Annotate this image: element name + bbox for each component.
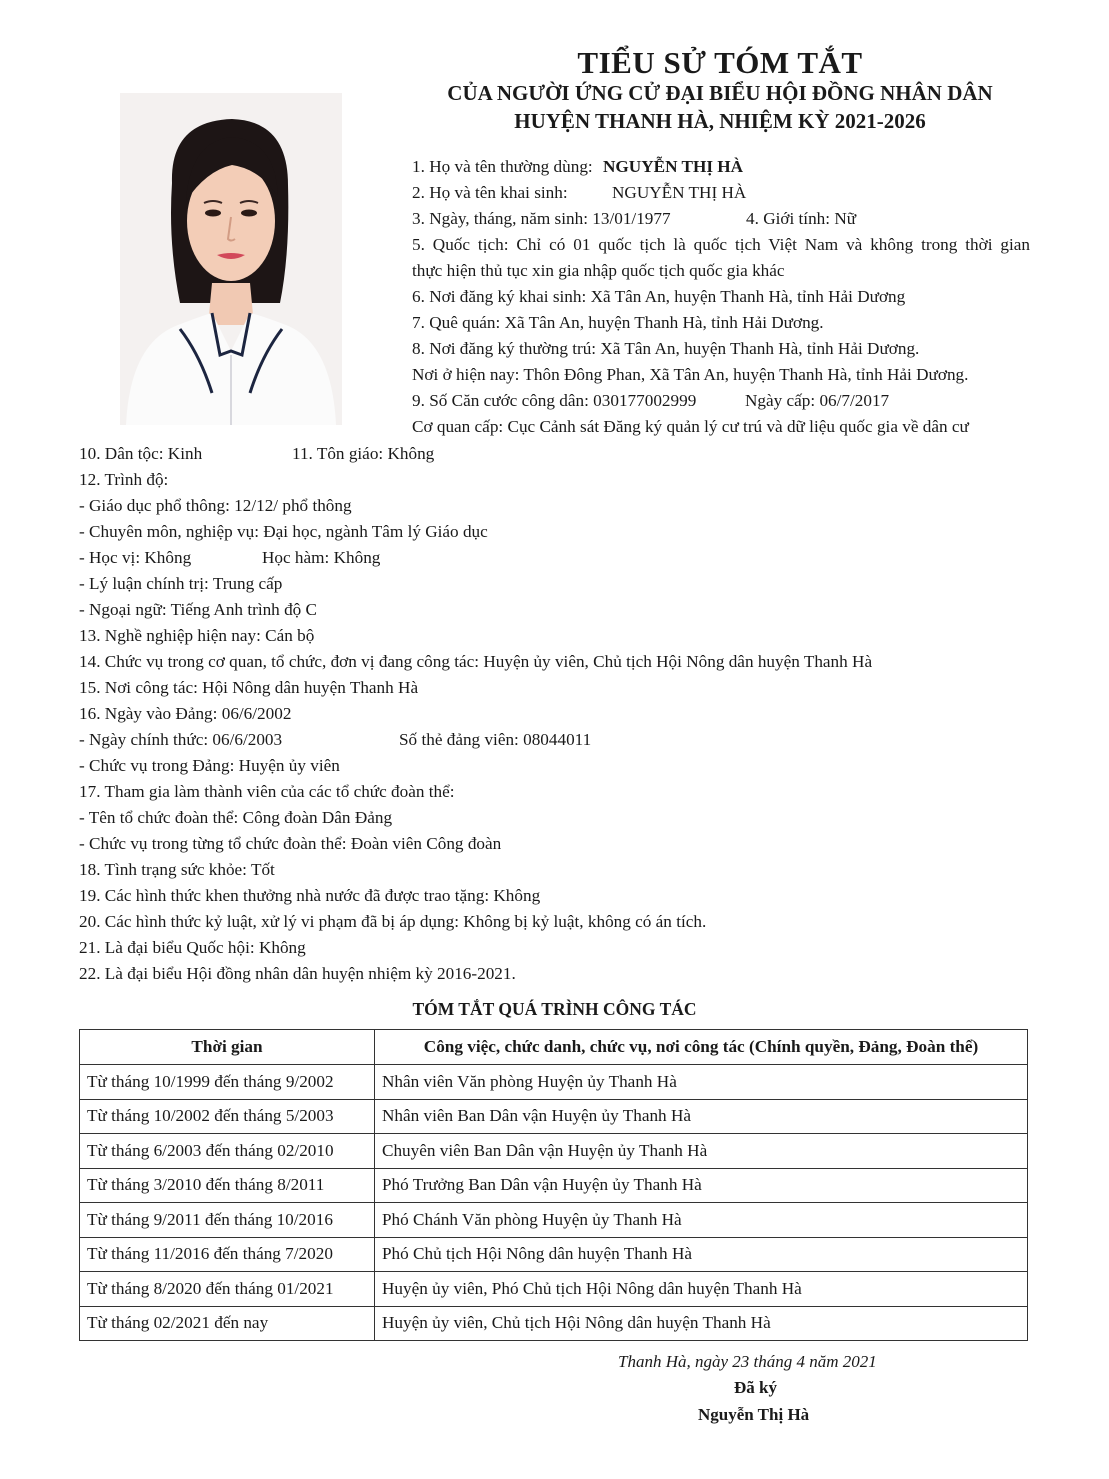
- education-heading: 12. Trình độ:: [79, 470, 169, 489]
- table-row: [80, 1272, 1028, 1307]
- common-name-line: [412, 156, 743, 178]
- professional-qualification: - Chuyên môn, nghiệp vụ: Đại học, ngành Tâm lý Giáo dục: [79, 522, 488, 541]
- position-cell: Huyện ủy viên, Phó Chủ tịch Hội Nông dân huyện Thanh Hà: [375, 1272, 1028, 1307]
- workplace: 15. Nơi công tác: Hội Nông dân huyện Thanh Hà: [79, 678, 419, 697]
- period-cell: Từ tháng 02/2021 đến nay: [80, 1306, 375, 1341]
- party-join-date: 16. Ngày vào Đảng: 06/6/2002: [79, 704, 292, 723]
- position-cell: Nhân viên Ban Dân vận Huyện ủy Thanh Hà: [375, 1099, 1028, 1134]
- table-row: [80, 1306, 1028, 1341]
- party-position: - Chức vụ trong Đảng: Huyện ủy viên: [79, 756, 340, 775]
- position-cell: Chuyên viên Ban Dân vận Huyện ủy Thanh Hà: [375, 1134, 1028, 1169]
- gender: 4. Giới tính: Nữ: [746, 209, 857, 228]
- table-row: [80, 1237, 1028, 1272]
- document-subtitle-term: HUYỆN THANH HÀ, NHIỆM KỲ 2021-2026: [514, 109, 926, 133]
- table-row: [80, 1168, 1028, 1203]
- ethnicity: 10. Dân tộc: Kinh: [79, 444, 203, 463]
- general-education: - Giáo dục phổ thông: 12/12/ phổ thông: [79, 496, 352, 515]
- organization-position: - Chức vụ trong từng tổ chức đoàn thể: Đoàn viên Công đoàn: [79, 834, 502, 853]
- occupation: 13. Nghề nghiệp hiện nay: Cán bộ: [79, 626, 315, 645]
- state-awards: 19. Các hình thức khen thưởng nhà nước đã được trao tặng: Không: [79, 886, 541, 905]
- common-name-label: 1. Họ và tên thường dùng:: [412, 157, 593, 176]
- position-cell: Phó Trưởng Ban Dân vận Huyện ủy Thanh Hà: [375, 1168, 1028, 1203]
- column-header-period: Thời gian: [80, 1030, 375, 1065]
- hometown: 7. Quê quán: Xã Tân An, huyện Thanh Hà, tỉnh Hải Dương.: [412, 313, 824, 332]
- foreign-language: - Ngoại ngữ: Tiếng Anh trình độ C: [79, 600, 318, 619]
- organization-membership-heading: 17. Tham gia làm thành viên của các tổ chức đoàn thể:: [79, 782, 455, 801]
- period-cell: Từ tháng 3/2010 đến tháng 8/2011: [80, 1168, 375, 1203]
- id-issue-date: Ngày cấp: 06/7/2017: [745, 391, 890, 410]
- academic-degree: - Học vị: Không: [79, 548, 192, 567]
- current-residence: Nơi ở hiện nay: Thôn Đông Phan, Xã Tân An, huyện Thanh Hà, tỉnh Hải Dương.: [412, 365, 969, 384]
- party-official-date: - Ngày chính thức: 06/6/2003: [79, 730, 283, 749]
- period-cell: Từ tháng 6/2003 đến tháng 02/2010: [80, 1134, 375, 1169]
- organization-name: - Tên tổ chức đoàn thể: Công đoàn Dân Đảng: [79, 808, 393, 827]
- permanent-residence: 8. Nơi đăng ký thường trú: Xã Tân An, huyện Thanh Hà, tỉnh Hải Dương.: [412, 339, 920, 358]
- period-cell: Từ tháng 8/2020 đến tháng 01/2021: [80, 1272, 375, 1307]
- portrait-photo: [120, 93, 342, 425]
- table-row: [80, 1134, 1028, 1169]
- period-cell: Từ tháng 11/2016 đến tháng 7/2020: [80, 1237, 375, 1272]
- period-cell: Từ tháng 9/2011 đến tháng 10/2016: [80, 1203, 375, 1238]
- period-cell: Từ tháng 10/1999 đến tháng 9/2002: [80, 1065, 375, 1100]
- council-deputy: 22. Là đại biểu Hội đồng nhân dân huyện nhiệm kỳ 2016-2021.: [79, 964, 516, 983]
- academic-title: Học hàm: Không: [262, 548, 381, 567]
- position-cell: Phó Chánh Văn phòng Huyện ủy Thanh Hà: [375, 1203, 1028, 1238]
- political-theory: - Lý luận chính trị: Trung cấp: [79, 574, 283, 593]
- signed-note: Đã ký: [734, 1378, 777, 1397]
- document-subtitle: CỦA NGƯỜI ỨNG CỬ ĐẠI BIỂU HỘI ĐỒNG NHÂN DÂN: [447, 81, 993, 105]
- signatory-name: Nguyễn Thị Hà: [698, 1405, 810, 1424]
- national-assembly-deputy: 21. Là đại biểu Quốc hội: Không: [79, 938, 306, 957]
- signature-place-date: Thanh Hà, ngày 23 tháng 4 năm 2021: [618, 1352, 877, 1371]
- table-row: [80, 1099, 1028, 1134]
- birth-date: 3. Ngày, tháng, năm sinh: 13/01/1977: [412, 209, 671, 228]
- nationality: 5. Quốc tịch: Chỉ có 01 quốc tịch là quốc tịch Việt Nam và không trong thời gian: [412, 235, 1030, 254]
- party-card-number: Số thẻ đảng viên: 08044011: [399, 730, 592, 749]
- citizen-id: 9. Số Căn cước công dân: 030177002999: [412, 391, 697, 410]
- position-cell: Nhân viên Văn phòng Huyện ủy Thanh Hà: [375, 1065, 1028, 1100]
- position-cell: Huyện ủy viên, Chủ tịch Hội Nông dân huyện Thanh Hà: [375, 1306, 1028, 1341]
- column-header-position: Công việc, chức danh, chức vụ, nơi công tác (Chính quyền, Đảng, Đoàn thể): [375, 1030, 1028, 1065]
- table-header-row: [80, 1030, 1028, 1065]
- birth-registration-place: 6. Nơi đăng ký khai sinh: Xã Tân An, huyện Thanh Hà, tỉnh Hải Dương: [412, 287, 906, 306]
- position-cell: Phó Chủ tịch Hội Nông dân huyện Thanh Hà: [375, 1237, 1028, 1272]
- birth-name-line: [412, 182, 747, 204]
- religion: 11. Tôn giáo: Không: [292, 444, 435, 463]
- disciplinary-record: 20. Các hình thức kỷ luật, xử lý vi phạm đã bị áp dụng: Không bị kỷ luật, không có án tích.: [79, 912, 707, 931]
- health-status: 18. Tình trạng sức khỏe: Tốt: [79, 860, 275, 879]
- birth-name-value: NGUYỄN THỊ HÀ: [612, 183, 747, 202]
- id-issuing-authority: Cơ quan cấp: Cục Cảnh sát Đăng ký quản lý cư trú và dữ liệu quốc gia về dân cư: [412, 417, 969, 436]
- document-title: TIỂU SỬ TÓM TẮT: [577, 45, 863, 80]
- table-row: [80, 1065, 1028, 1100]
- period-cell: Từ tháng 10/2002 đến tháng 5/2003: [80, 1099, 375, 1134]
- work-history-heading: TÓM TẮT QUÁ TRÌNH CÔNG TÁC: [412, 999, 697, 1019]
- birth-name-label: 2. Họ và tên khai sinh:: [412, 183, 568, 202]
- table-row: [80, 1203, 1028, 1238]
- nationality-continued: thực hiện thủ tục xin gia nhập quốc tịch quốc gia khác: [412, 261, 785, 280]
- work-history-table: [79, 1029, 1028, 1341]
- common-name-value: NGUYỄN THỊ HÀ: [603, 157, 744, 176]
- current-position: 14. Chức vụ trong cơ quan, tổ chức, đơn vị đang công tác: Huyện ủy viên, Chủ tịch Hội Nông dân huyện Thanh Hà: [79, 652, 873, 671]
